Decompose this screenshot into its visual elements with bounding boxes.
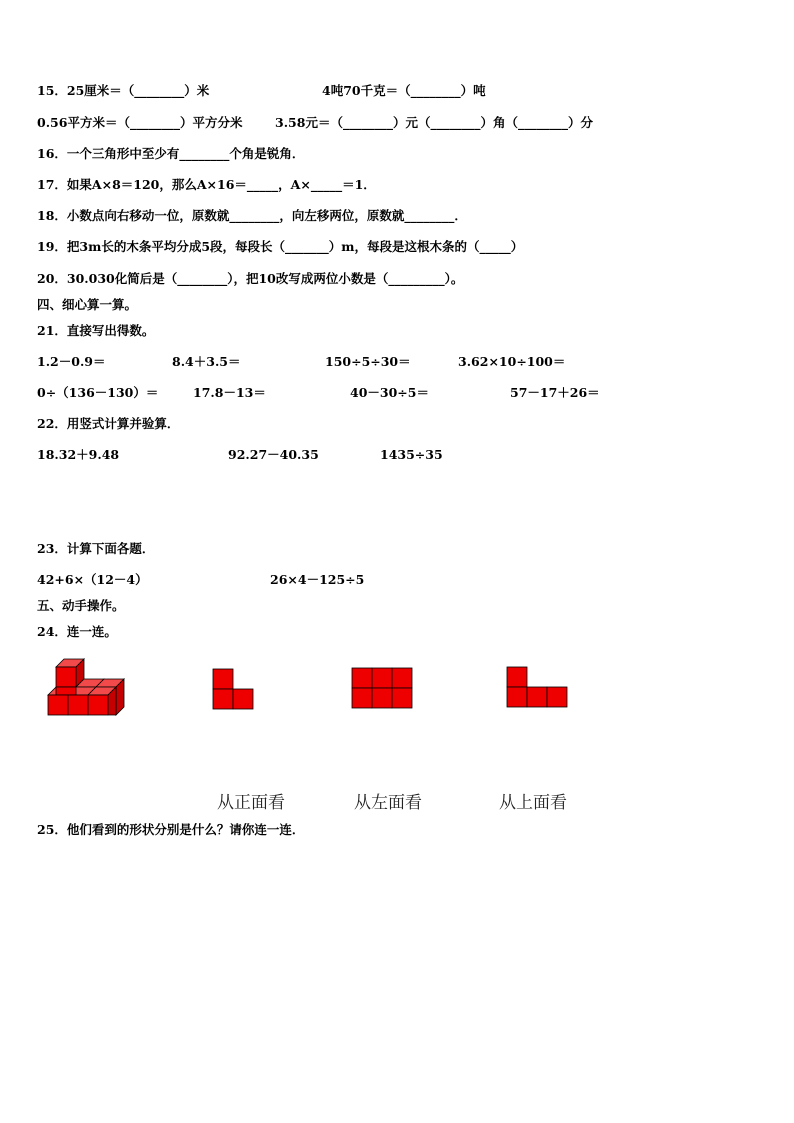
q21-item: 1.2－0.9＝: [37, 354, 106, 369]
q15-line-c: 0.56平方米＝（________）平方分米: [37, 115, 243, 130]
q15-line-a: 15．25厘米＝（________）米: [37, 83, 210, 98]
cube-solid-figure: [40, 655, 135, 720]
view-shape-grid: [352, 668, 414, 710]
caption-front-view: 从正面看: [217, 793, 285, 813]
q22-item: 92.27－40.35: [228, 447, 319, 462]
q21-item: 0÷（136－130）＝: [37, 385, 159, 400]
q21-item: 150÷5÷30＝: [325, 354, 411, 369]
view-square: [392, 688, 412, 708]
view-square: [507, 687, 527, 707]
view-shape-l-small: [213, 669, 255, 711]
view-square: [352, 688, 372, 708]
q22-item: 1435÷35: [380, 447, 443, 462]
q23-item: 42+6×（12－4）: [37, 572, 148, 587]
view-square: [213, 689, 233, 709]
view-square: [372, 688, 392, 708]
view-square: [507, 667, 527, 687]
q23-line: 23．计算下面各题．: [37, 541, 155, 556]
view-square: [392, 668, 412, 688]
q24-line: 24．连一连。: [37, 624, 117, 639]
q21-item: 3.62×10÷100＝: [458, 354, 566, 369]
q21-item: 57－17＋26＝: [510, 385, 600, 400]
q22-line: 22．用竖式计算并验算．: [37, 416, 180, 431]
cube-front-face: [56, 667, 76, 687]
q21-item: 8.4＋3.5＝: [172, 354, 241, 369]
view-square: [527, 687, 547, 707]
section-5-heading: 五、动手操作。: [37, 598, 125, 613]
q15-line-b: 4吨70千克＝（________）吨: [322, 83, 486, 98]
q17-line: 17．如果A×8＝120，那么A×16＝_____，A×_____＝1．: [37, 177, 376, 192]
q22-item: 18.32＋9.48: [37, 447, 120, 462]
q25-line: 25．他们看到的形状分别是什么？请你连一连．: [37, 822, 305, 837]
q16-line: 16．一个三角形中至少有________个角是锐角．: [37, 146, 305, 161]
q21-line: 21．直接写出得数。: [37, 323, 155, 338]
q15-line-d: 3.58元＝（________）元（________）角（________）分: [275, 115, 593, 130]
cube-front-face: [68, 695, 88, 715]
q23-item: 26×4－125÷5: [270, 572, 365, 587]
view-shape-l-long: [507, 667, 569, 709]
view-square: [547, 687, 567, 707]
section-4-heading: 四、细心算一算。: [37, 297, 138, 312]
view-square: [352, 668, 372, 688]
q21-item: 40－30÷5＝: [350, 385, 429, 400]
view-square: [213, 669, 233, 689]
cube-front-face: [48, 695, 68, 715]
q20-line: 20．30.030化简后是（________），把10改写成两位小数是（_________）。: [37, 271, 464, 286]
caption-left-view: 从左面看: [354, 793, 422, 813]
cube-front-face: [88, 695, 108, 715]
q19-line: 19．把3m长的木条平均分成5段，每段长（_______）m，每段是这根木条的（_____）: [37, 239, 524, 254]
q18-line: 18．小数点向右移动一位，原数就________，向左移两位，原数就________．: [37, 208, 467, 223]
q21-item: 17.8－13＝: [193, 385, 266, 400]
view-square: [372, 668, 392, 688]
cube-front-face: [56, 687, 76, 695]
caption-top-view: 从上面看: [499, 793, 567, 813]
view-square: [233, 689, 253, 709]
